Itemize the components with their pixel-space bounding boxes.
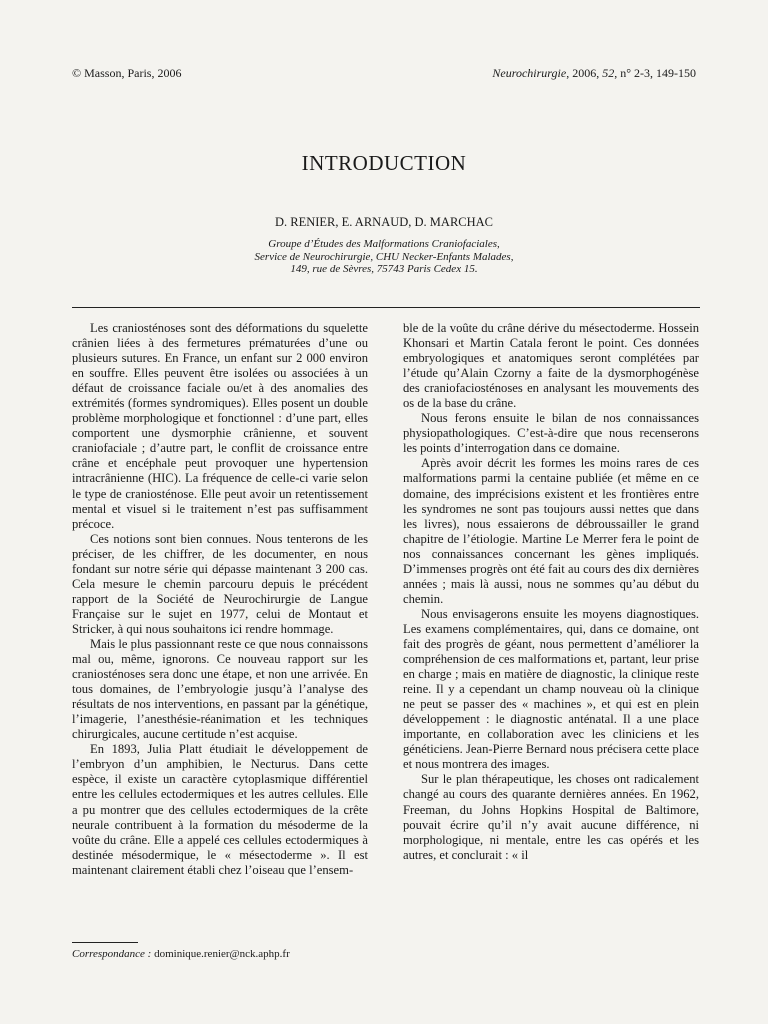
journal-name: Neurochirurgie [492, 66, 567, 80]
paragraph: Ces notions sont bien connues. Nous tenterons de les préciser, de les chiffrer, de les documenter, en nous fondant sur notre série qui dépasse maintenant 3 200 cas. Cela mesure le chemin parcouru depuis le précédent rapport de la Société de Neurochirurgie de Langue Française sur le sujet en 1977, celui de Montaut et Stricker, à qui nous souhaitons ici rendre hommage. [72, 531, 368, 636]
footnote-label: Correspondance : [72, 948, 152, 960]
footnote-divider [72, 942, 138, 943]
footnote-email[interactable]: dominique.renier@nck.aphp.fr [151, 948, 290, 960]
paragraph: Les craniosténoses sont des déformations du squelette crânien liées à des fermetures prématurées d’une ou plusieurs sutures. En France, un enfant sur 2 000 environ en souffre. Elles peuvent être isolées ou associées à un défaut de croissance faciale ou/et à des anomalies des extrémités (formes syndromiques). Elles posent un double problème morphologique et fonctionnel : d’une part, elles comportent une dysmorphie crânienne, et souvent craniofaciale ; d’autre part, le conflit de croissance entre crâne et encéphale peut provoquer une hypertension intracrânienne (HIC). La fréquence de celle-ci varie selon le type de craniosténose. Elle peut avoir un retentissement mental et visuel si le traitement n’est pas suffisamment précoce. [72, 321, 368, 531]
paragraph: Après avoir décrit les formes les moins rares de ces malformations parmi la centaine publiée (et même en ce domaine, des imprécisions existent et les frontières entre les syndromes ne sont pas toujours aussi nettes que dans les livres), nous essaierons de débroussailler le grand chapitre de l’étiologie. Martine Le Merrer fera le point de nos connaissances concernant les gènes impliqués. D’immenses progrès ont été fait au cours des dix dernières années ; mais là aussi, nous ne sommes qu’au début du chemin. [403, 456, 699, 606]
right-column [403, 321, 699, 863]
affiliation-line: Groupe d’Études des Malformations Craniofaciales, [268, 238, 500, 250]
authors: D. RENIER, E. ARNAUD, D. MARCHAC [274, 215, 494, 229]
affiliation [0, 238, 768, 276]
footnote [72, 948, 290, 960]
header-divider [72, 307, 700, 308]
journal-volume: 52 [602, 66, 615, 80]
paragraph: Nous envisagerons ensuite les moyens diagnostiques. Les examens complémentaires, qui, dans ce domaine, ont fait des progrès de géant, nous permettent d’améliorer la compréhension de ces malformations et, partant, leur prise en charge ; mais en matière de diagnostic, la clinique reste reine. Il y a cependant un champ nouveau où la clinique ne peut se passer des « machines », et qui est en plein développement : le diagnostic anténatal. Il a une place importante, en collaboration avec les cliniciens et les généticiens. Jean-Pierre Bernard nous précisera cette place et nous montrera des images. [403, 606, 699, 772]
paragraph: En 1893, Julia Platt étudiait le développement de l’embryon d’un amphibien, le Necturus. Dans cette espèce, il existe un caractère cytoplasmique différentiel entre les cellules ectodermiques et les autres cellules. Elle a pu montrer que des cellules ectodermiques de la crête neurale contribuent à la formation du mésoderme de la voûte du crâne. Elle a appelé ces cellules ectodermiques à destinée mésodermique, le « mésectoderme ». Il est maintenant clairement établi chez l’oiseau que l’ensem- [72, 742, 368, 877]
paragraph: Nous ferons ensuite le bilan de nos connaissances physiopathologiques. C’est-à-dire que nous recenserons les points d’interrogation dans ce domaine. [403, 411, 699, 456]
paragraph: Sur le plan thérapeutique, les choses ont radicalement changé au cours des quarante dernières années. En 1962, Freeman, du Johns Hopkins Hospital de Baltimore, pouvait écrire qu’il n’y avait aucune différence, ni morphologique, ni mentale, entre les cas opérés et les autres, et conclurait : « il [403, 772, 699, 862]
journal-citation [492, 66, 696, 81]
journal-year: , 2006, [566, 66, 603, 80]
left-column [72, 321, 368, 878]
page-title: INTRODUCTION [301, 151, 467, 175]
paragraph-continued: ble de la voûte du crâne dérive du mésectoderme. Hossein Khonsari et Martin Catala feront le point. Ces données embryologiques et anatomiques seront complétées par l’étude qu’Alain Czorny a faite de la dysmorphogénèse des craniofaciosténoses en analysant les mouvements des os de la base du crâne. [403, 321, 699, 411]
affiliation-line: 149, rue de Sèvres, 75743 Paris Cedex 15. [290, 263, 478, 275]
paragraph: Mais le plus passionnant reste ce que nous connaissons mal ou, même, ignorons. Ce nouveau rapport sur les craniosténoses sera donc une étape, et non une arrivée. En tous domaines, de l’embryologie jusqu’à l’analyse des résultats de nos interventions, en passant par la génétique, l’imagerie, l’anesthésie-réanimation et les techniques chirurgicales, aucune certitude n’est acquise. [72, 636, 368, 742]
affiliation-line: Service de Neurochirurgie, CHU Necker-Enfants Malades, [254, 250, 514, 263]
copyright-notice: © Masson, Paris, 2006 [72, 66, 182, 80]
journal-issue-pages: , n° 2-3, 149-150 [614, 66, 696, 80]
